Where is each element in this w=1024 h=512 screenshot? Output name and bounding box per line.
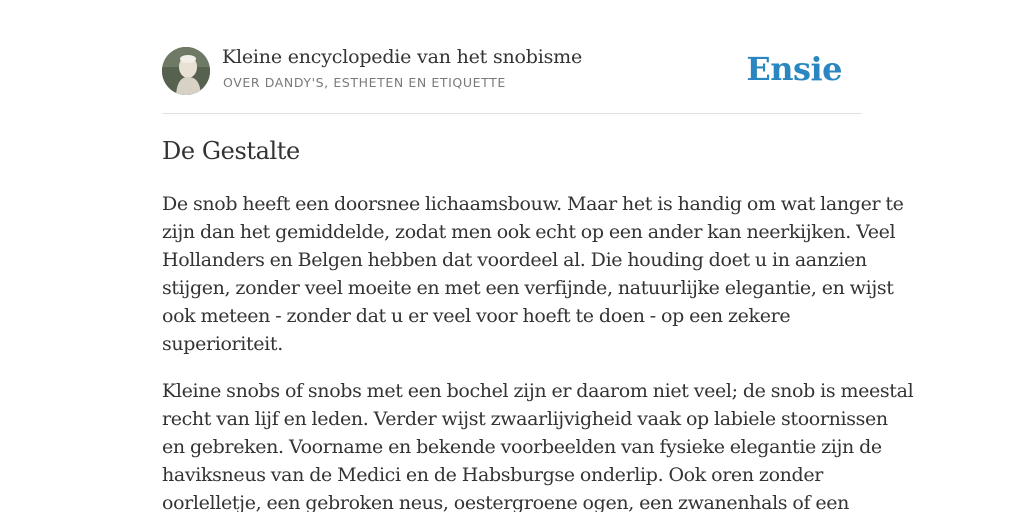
blog-header xyxy=(162,46,862,96)
author-avatar[interactable] xyxy=(162,47,210,95)
paragraph-line: Kleine snobs of snobs met een bochel zijn er daarom niet veel; de snob is meestal xyxy=(162,380,914,402)
paragraph-line: stijgen, zonder veel moeite en met een verfijnde, natuurlijke elegantie, en wijst xyxy=(162,277,894,299)
paragraph-line: haviksneus van de Medici en de Habsburgse onderlip. Ook oren zonder xyxy=(162,464,823,486)
paragraph-line: recht van lijf en leden. Verder wijst zwaarlijvigheid vaak op labiele stoornissen xyxy=(162,408,888,430)
avatar-portrait-icon xyxy=(162,47,210,95)
paragraph-line: De snob heeft een doorsnee lichaamsbouw. Maar het is handig om wat langer te xyxy=(162,193,904,215)
article-title: De Gestalte xyxy=(162,137,300,165)
blog-subtitle: OVER DANDY'S, ESTHETEN EN ETIQUETTE xyxy=(223,75,506,90)
article-paragraph xyxy=(162,190,904,358)
paragraph-line: superioriteit. xyxy=(162,333,283,355)
ensie-logo-link[interactable]: Ensie xyxy=(746,50,842,88)
article-body xyxy=(162,190,914,512)
paragraph-line: Hollanders en Belgen hebben dat voordeel al. Die houding doet u in aanzien xyxy=(162,249,867,271)
blog-title[interactable]: Kleine encyclopedie van het snobisme xyxy=(222,46,583,68)
paragraph-line: oorlelletje, een gebroken neus, oestergroene ogen, een zwanenhals of een xyxy=(162,492,850,512)
paragraph-line: en gebreken. Voorname en bekende voorbeelden van fysieke elegantie zijn de xyxy=(162,436,882,458)
header-divider xyxy=(162,113,862,114)
paragraph-line: zijn dan het gemiddelde, zodat men ook echt op een ander kan neerkijken. Veel xyxy=(162,221,896,243)
paragraph-line: ook meteen - zonder dat u er veel voor hoeft te doen - op een zekere xyxy=(162,305,791,327)
article-paragraph xyxy=(162,377,914,512)
